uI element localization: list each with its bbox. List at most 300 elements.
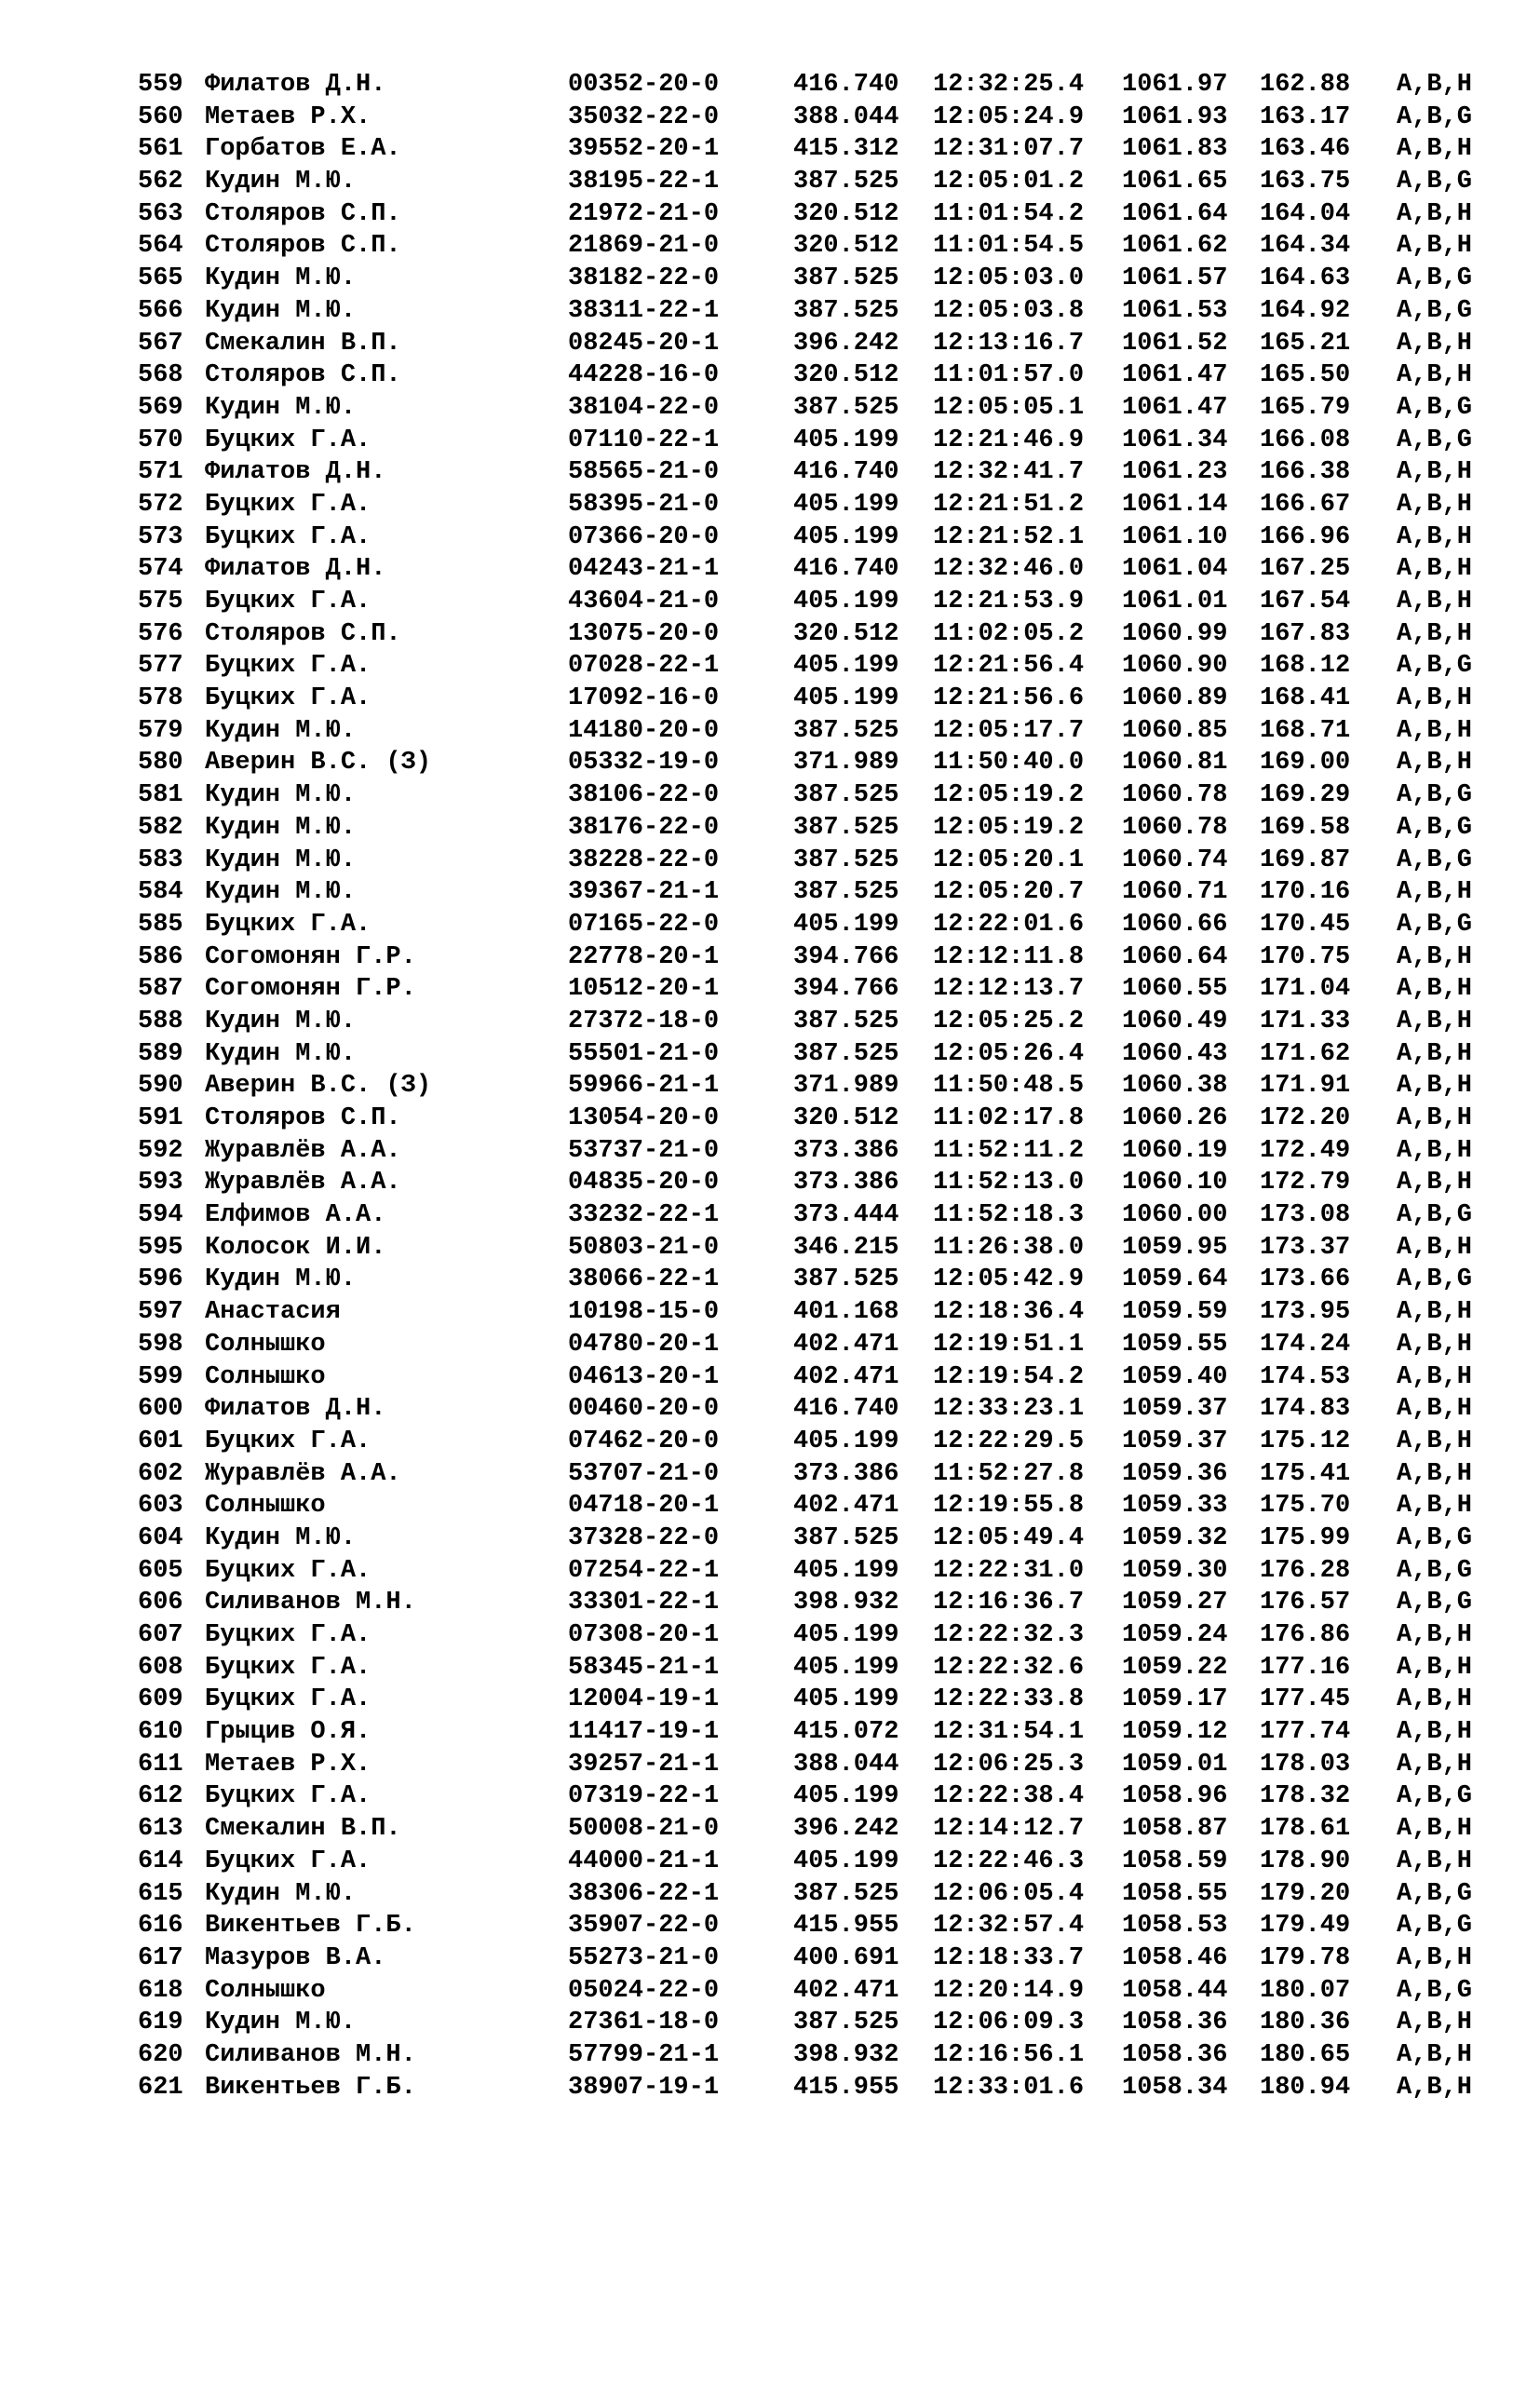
distance-value: 398.932	[793, 2040, 899, 2069]
arrival-time: 12:21:52.1	[933, 522, 1085, 551]
arrival-time: 12:21:56.4	[933, 652, 1085, 681]
fancier-name: Кудин М.Ю.	[205, 168, 357, 196]
speed-value: 1059.37	[1122, 1427, 1228, 1455]
place-number: 602	[138, 1459, 183, 1488]
distance-value: 387.525	[793, 264, 899, 293]
table-row	[0, 941, 1540, 974]
arrival-time: 12:12:11.8	[933, 942, 1085, 971]
place-number: 620	[138, 2040, 183, 2069]
distance-value: 415.312	[793, 135, 899, 164]
points-value: 173.08	[1260, 1201, 1351, 1230]
ring-number: 13054-20-0	[568, 1104, 720, 1132]
category-flags: A,B,H	[1397, 1233, 1473, 1262]
fancier-name: Кудин М.Ю.	[205, 1039, 357, 1068]
distance-value: 405.199	[793, 522, 899, 551]
ring-number: 38106-22-0	[568, 781, 720, 810]
ring-number: 08245-20-1	[568, 329, 720, 358]
speed-value: 1059.32	[1122, 1523, 1228, 1552]
category-flags: A,B,H	[1397, 942, 1473, 971]
fancier-name: Метаев Р.Х.	[205, 102, 371, 131]
points-value: 165.79	[1260, 393, 1351, 422]
arrival-time: 12:32:46.0	[933, 555, 1085, 584]
arrival-time: 11:50:40.0	[933, 749, 1085, 778]
place-number: 578	[138, 684, 183, 713]
table-row	[0, 1522, 1540, 1555]
ring-number: 38066-22-1	[568, 1265, 720, 1294]
category-flags: A,B,H	[1397, 1104, 1473, 1132]
place-number: 563	[138, 199, 183, 228]
table-row	[0, 973, 1540, 1006]
place-number: 600	[138, 1395, 183, 1424]
arrival-time: 11:02:05.2	[933, 619, 1085, 648]
speed-value: 1060.10	[1122, 1169, 1228, 1198]
distance-value: 387.525	[793, 1523, 899, 1552]
category-flags: A,B,H	[1397, 2009, 1473, 2037]
ring-number: 58345-21-1	[568, 1653, 720, 1682]
fancier-name: Кудин М.Ю.	[205, 1523, 357, 1552]
category-flags: A,B,H	[1397, 1847, 1473, 1875]
arrival-time: 12:05:19.2	[933, 813, 1085, 842]
table-row	[0, 2072, 1540, 2104]
table-row	[0, 425, 1540, 457]
category-flags: A,B,H	[1397, 684, 1473, 713]
speed-value: 1059.37	[1122, 1395, 1228, 1424]
category-flags: A,B,H	[1397, 1362, 1473, 1391]
fancier-name: Буцких Г.А.	[205, 1621, 371, 1649]
speed-value: 1060.90	[1122, 652, 1228, 681]
points-value: 162.88	[1260, 71, 1351, 99]
table-row	[0, 715, 1540, 748]
ring-number: 27361-18-0	[568, 2009, 720, 2037]
table-row	[0, 133, 1540, 166]
table-row	[0, 1426, 1540, 1458]
speed-value: 1059.95	[1122, 1233, 1228, 1262]
category-flags: A,B,G	[1397, 1782, 1473, 1811]
place-number: 612	[138, 1782, 183, 1811]
points-value: 180.07	[1260, 1976, 1351, 2005]
speed-value: 1061.93	[1122, 102, 1228, 131]
category-flags: A,B,H	[1397, 1427, 1473, 1455]
speed-value: 1059.40	[1122, 1362, 1228, 1391]
ring-number: 10198-15-0	[568, 1298, 720, 1327]
speed-value: 1061.64	[1122, 199, 1228, 228]
fancier-name: Буцких Г.А.	[205, 1427, 371, 1455]
ring-number: 04243-21-1	[568, 555, 720, 584]
ring-number: 07028-22-1	[568, 652, 720, 681]
place-number: 583	[138, 846, 183, 874]
points-value: 168.71	[1260, 716, 1351, 745]
points-value: 167.25	[1260, 555, 1351, 584]
table-row	[0, 198, 1540, 231]
table-row	[0, 1490, 1540, 1522]
distance-value: 320.512	[793, 232, 899, 261]
arrival-time: 12:31:07.7	[933, 135, 1085, 164]
table-row	[0, 876, 1540, 909]
distance-value: 405.199	[793, 1685, 899, 1714]
distance-value: 320.512	[793, 619, 899, 648]
place-number: 595	[138, 1233, 183, 1262]
points-value: 169.29	[1260, 781, 1351, 810]
table-row	[0, 1006, 1540, 1038]
ring-number: 43604-21-0	[568, 588, 720, 616]
arrival-time: 12:19:51.1	[933, 1330, 1085, 1359]
distance-value: 405.199	[793, 426, 899, 454]
arrival-time: 12:06:05.4	[933, 1879, 1085, 1908]
place-number: 589	[138, 1039, 183, 1068]
speed-value: 1061.57	[1122, 264, 1228, 293]
fancier-name: Кудин М.Ю.	[205, 878, 357, 907]
distance-value: 405.199	[793, 1427, 899, 1455]
speed-value: 1061.97	[1122, 71, 1228, 99]
points-value: 177.74	[1260, 1718, 1351, 1747]
distance-value: 387.525	[793, 846, 899, 874]
fancier-name: Кудин М.Ю.	[205, 393, 357, 422]
distance-value: 320.512	[793, 361, 899, 390]
distance-value: 416.740	[793, 1395, 899, 1424]
fancier-name: Столяров С.П.	[205, 361, 401, 390]
distance-value: 387.525	[793, 393, 899, 422]
table-row	[0, 1103, 1540, 1135]
table-row	[0, 1070, 1540, 1103]
speed-value: 1059.59	[1122, 1298, 1228, 1327]
fancier-name: Филатов Д.Н.	[205, 458, 386, 487]
category-flags: A,B,H	[1397, 199, 1473, 228]
category-flags: A,B,G	[1397, 1556, 1473, 1585]
category-flags: A,B,G	[1397, 264, 1473, 293]
ring-number: 38195-22-1	[568, 168, 720, 196]
place-number: 613	[138, 1815, 183, 1844]
place-number: 570	[138, 426, 183, 454]
points-value: 177.16	[1260, 1653, 1351, 1682]
points-value: 163.75	[1260, 168, 1351, 196]
fancier-name: Журавлёв А.А.	[205, 1459, 401, 1488]
distance-value: 387.525	[793, 1007, 899, 1035]
speed-value: 1060.43	[1122, 1039, 1228, 1068]
fancier-name: Кудин М.Ю.	[205, 813, 357, 842]
ring-number: 04613-20-1	[568, 1362, 720, 1391]
distance-value: 388.044	[793, 1750, 899, 1779]
arrival-time: 12:21:56.6	[933, 684, 1085, 713]
points-value: 175.12	[1260, 1427, 1351, 1455]
ring-number: 14180-20-0	[568, 716, 720, 745]
fancier-name: Солнышко	[205, 1330, 326, 1359]
category-flags: A,B,H	[1397, 1169, 1473, 1198]
category-flags: A,B,H	[1397, 1815, 1473, 1844]
distance-value: 387.525	[793, 1039, 899, 1068]
ring-number: 07110-22-1	[568, 426, 720, 454]
speed-value: 1058.36	[1122, 2009, 1228, 2037]
place-number: 593	[138, 1169, 183, 1198]
distance-value: 387.525	[793, 296, 899, 325]
distance-value: 401.168	[793, 1298, 899, 1327]
speed-value: 1060.74	[1122, 846, 1228, 874]
ring-number: 55273-21-0	[568, 1943, 720, 1972]
distance-value: 387.525	[793, 168, 899, 196]
speed-value: 1060.78	[1122, 781, 1228, 810]
table-row	[0, 845, 1540, 877]
category-flags: A,B,H	[1397, 232, 1473, 261]
ring-number: 07254-22-1	[568, 1556, 720, 1585]
arrival-time: 11:52:27.8	[933, 1459, 1085, 1488]
distance-value: 371.989	[793, 749, 899, 778]
speed-value: 1060.81	[1122, 749, 1228, 778]
distance-value: 405.199	[793, 1556, 899, 1585]
place-number: 581	[138, 781, 183, 810]
category-flags: A,B,H	[1397, 1298, 1473, 1327]
place-number: 618	[138, 1976, 183, 2005]
category-flags: A,B,H	[1397, 588, 1473, 616]
distance-value: 405.199	[793, 1653, 899, 1682]
fancier-name: Буцких Г.А.	[205, 490, 371, 519]
distance-value: 346.215	[793, 1233, 899, 1262]
arrival-time: 12:22:32.3	[933, 1621, 1085, 1649]
arrival-time: 12:05:25.2	[933, 1007, 1085, 1035]
place-number: 610	[138, 1718, 183, 1747]
fancier-name: Кудин М.Ю.	[205, 2009, 357, 2037]
ring-number: 00460-20-0	[568, 1395, 720, 1424]
speed-value: 1059.64	[1122, 1265, 1228, 1294]
points-value: 170.75	[1260, 942, 1351, 971]
table-row	[0, 166, 1540, 198]
ring-number: 35032-22-0	[568, 102, 720, 131]
points-value: 173.37	[1260, 1233, 1351, 1262]
distance-value: 405.199	[793, 1782, 899, 1811]
table-row	[0, 1716, 1540, 1749]
distance-value: 405.199	[793, 588, 899, 616]
category-flags: A,B,H	[1397, 975, 1473, 1004]
ring-number: 04718-20-1	[568, 1492, 720, 1521]
table-row	[0, 1264, 1540, 1296]
fancier-name: Буцких Г.А.	[205, 684, 371, 713]
points-value: 165.21	[1260, 329, 1351, 358]
arrival-time: 12:16:36.7	[933, 1589, 1085, 1617]
fancier-name: Смекалин В.П.	[205, 1815, 401, 1844]
table-row	[0, 1393, 1540, 1426]
speed-value: 1060.85	[1122, 716, 1228, 745]
fancier-name: Столяров С.П.	[205, 232, 401, 261]
distance-value: 387.525	[793, 1265, 899, 1294]
table-row	[0, 101, 1540, 134]
table-row	[0, 1135, 1540, 1168]
ring-number: 38306-22-1	[568, 1879, 720, 1908]
place-number: 617	[138, 1943, 183, 1972]
ring-number: 38311-22-1	[568, 296, 720, 325]
ring-number: 21972-21-0	[568, 199, 720, 228]
place-number: 619	[138, 2009, 183, 2037]
table-row	[0, 1813, 1540, 1846]
arrival-time: 12:22:33.8	[933, 1685, 1085, 1714]
distance-value: 387.525	[793, 781, 899, 810]
category-flags: A,B,G	[1397, 1523, 1473, 1552]
ring-number: 58565-21-0	[568, 458, 720, 487]
fancier-name: Кудин М.Ю.	[205, 716, 357, 745]
place-number: 576	[138, 619, 183, 648]
arrival-time: 12:33:01.6	[933, 2073, 1085, 2102]
points-value: 173.66	[1260, 1265, 1351, 1294]
distance-value: 320.512	[793, 1104, 899, 1132]
fancier-name: Кудин М.Ю.	[205, 846, 357, 874]
category-flags: A,B,H	[1397, 361, 1473, 390]
arrival-time: 12:22:38.4	[933, 1782, 1085, 1811]
place-number: 573	[138, 522, 183, 551]
ring-number: 38104-22-0	[568, 393, 720, 422]
table-row	[0, 1975, 1540, 2008]
place-number: 597	[138, 1298, 183, 1327]
fancier-name: Метаев Р.Х.	[205, 1750, 371, 1779]
place-number: 584	[138, 878, 183, 907]
fancier-name: Горбатов Е.А.	[205, 135, 401, 164]
category-flags: A,B,H	[1397, 1943, 1473, 1972]
place-number: 590	[138, 1072, 183, 1101]
table-row	[0, 1910, 1540, 1942]
arrival-time: 12:06:25.3	[933, 1750, 1085, 1779]
place-number: 607	[138, 1621, 183, 1649]
ring-number: 07366-20-0	[568, 522, 720, 551]
points-value: 164.34	[1260, 232, 1351, 261]
table-row	[0, 489, 1540, 521]
place-number: 565	[138, 264, 183, 293]
category-flags: A,B,G	[1397, 393, 1473, 422]
arrival-time: 12:21:46.9	[933, 426, 1085, 454]
ring-number: 11417-19-1	[568, 1718, 720, 1747]
place-number: 580	[138, 749, 183, 778]
fancier-name: Викентьев Г.Б.	[205, 1912, 416, 1941]
category-flags: A,B,G	[1397, 296, 1473, 325]
speed-value: 1059.27	[1122, 1589, 1228, 1617]
ring-number: 38182-22-0	[568, 264, 720, 293]
arrival-time: 12:05:26.4	[933, 1039, 1085, 1068]
place-number: 603	[138, 1492, 183, 1521]
table-row	[0, 1232, 1540, 1265]
ring-number: 27372-18-0	[568, 1007, 720, 1035]
fancier-name: Солнышко	[205, 1976, 326, 2005]
distance-value: 416.740	[793, 458, 899, 487]
arrival-time: 12:05:03.8	[933, 296, 1085, 325]
points-value: 170.16	[1260, 878, 1351, 907]
fancier-name: Журавлёв А.А.	[205, 1136, 401, 1165]
place-number: 604	[138, 1523, 183, 1552]
ring-number: 39367-21-1	[568, 878, 720, 907]
place-number: 559	[138, 71, 183, 99]
table-row	[0, 1780, 1540, 1813]
distance-value: 373.386	[793, 1459, 899, 1488]
distance-value: 394.766	[793, 975, 899, 1004]
speed-value: 1061.34	[1122, 426, 1228, 454]
fancier-name: Буцких Г.А.	[205, 426, 371, 454]
distance-value: 402.471	[793, 1976, 899, 2005]
ring-number: 17092-16-0	[568, 684, 720, 713]
ring-number: 39552-20-1	[568, 135, 720, 164]
arrival-time: 12:31:54.1	[933, 1718, 1085, 1747]
fancier-name: Колосок И.И.	[205, 1233, 386, 1262]
speed-value: 1058.55	[1122, 1879, 1228, 1908]
arrival-time: 12:05:03.0	[933, 264, 1085, 293]
distance-value: 416.740	[793, 71, 899, 99]
arrival-time: 12:05:20.7	[933, 878, 1085, 907]
arrival-time: 12:33:23.1	[933, 1395, 1085, 1424]
table-row	[0, 1942, 1540, 1975]
place-number: 575	[138, 588, 183, 616]
category-flags: A,B,H	[1397, 490, 1473, 519]
category-flags: A,B,H	[1397, 522, 1473, 551]
ring-number: 53737-21-0	[568, 1136, 720, 1165]
ring-number: 33301-22-1	[568, 1589, 720, 1617]
distance-value: 415.072	[793, 1718, 899, 1747]
category-flags: A,B,H	[1397, 1685, 1473, 1714]
table-row	[0, 521, 1540, 554]
category-flags: A,B,G	[1397, 781, 1473, 810]
arrival-time: 12:18:33.7	[933, 1943, 1085, 1972]
speed-value: 1059.17	[1122, 1685, 1228, 1714]
distance-value: 373.444	[793, 1201, 899, 1230]
category-flags: A,B,G	[1397, 1976, 1473, 2005]
table-row	[0, 1199, 1540, 1232]
points-value: 179.49	[1260, 1912, 1351, 1941]
fancier-name: Кудин М.Ю.	[205, 1265, 357, 1294]
place-number: 594	[138, 1201, 183, 1230]
category-flags: A,B,G	[1397, 1879, 1473, 1908]
arrival-time: 12:18:36.4	[933, 1298, 1085, 1327]
category-flags: A,B,H	[1397, 1621, 1473, 1649]
fancier-name: Мазуров В.А.	[205, 1943, 386, 1972]
arrival-time: 11:50:48.5	[933, 1072, 1085, 1101]
fancier-name: Кудин М.Ю.	[205, 1007, 357, 1035]
category-flags: A,B,H	[1397, 1136, 1473, 1165]
table-row	[0, 1038, 1540, 1071]
place-number: 569	[138, 393, 183, 422]
fancier-name: Буцких Г.А.	[205, 910, 371, 939]
speed-value: 1060.38	[1122, 1072, 1228, 1101]
ring-number: 53707-21-0	[568, 1459, 720, 1488]
points-value: 178.03	[1260, 1750, 1351, 1779]
points-value: 167.83	[1260, 619, 1351, 648]
fancier-name: Филатов Д.Н.	[205, 555, 386, 584]
arrival-time: 11:52:11.2	[933, 1136, 1085, 1165]
arrival-time: 12:05:19.2	[933, 781, 1085, 810]
table-row	[0, 230, 1540, 263]
distance-value: 405.199	[793, 1847, 899, 1875]
table-row	[0, 1684, 1540, 1716]
arrival-time: 12:05:49.4	[933, 1523, 1085, 1552]
speed-value: 1061.10	[1122, 522, 1228, 551]
place-number: 586	[138, 942, 183, 971]
points-value: 166.38	[1260, 458, 1351, 487]
ring-number: 33232-22-1	[568, 1201, 720, 1230]
table-row	[0, 1619, 1540, 1652]
fancier-name: Буцких Г.А.	[205, 1847, 371, 1875]
ring-number: 39257-21-1	[568, 1750, 720, 1779]
arrival-time: 12:05:17.7	[933, 716, 1085, 745]
ring-number: 38907-19-1	[568, 2073, 720, 2102]
place-number: 609	[138, 1685, 183, 1714]
points-value: 164.04	[1260, 199, 1351, 228]
points-value: 171.33	[1260, 1007, 1351, 1035]
fancier-name: Кудин М.Ю.	[205, 264, 357, 293]
category-flags: A,B,G	[1397, 846, 1473, 874]
ring-number: 37328-22-0	[568, 1523, 720, 1552]
table-row	[0, 1167, 1540, 1199]
arrival-time: 12:12:13.7	[933, 975, 1085, 1004]
distance-value: 387.525	[793, 878, 899, 907]
fancier-name: Кудин М.Ю.	[205, 296, 357, 325]
fancier-name: Столяров С.П.	[205, 619, 401, 648]
category-flags: A,B,H	[1397, 749, 1473, 778]
fancier-name: Буцких Г.А.	[205, 652, 371, 681]
table-row	[0, 747, 1540, 779]
points-value: 179.78	[1260, 1943, 1351, 1972]
points-value: 172.49	[1260, 1136, 1351, 1165]
place-number: 591	[138, 1104, 183, 1132]
